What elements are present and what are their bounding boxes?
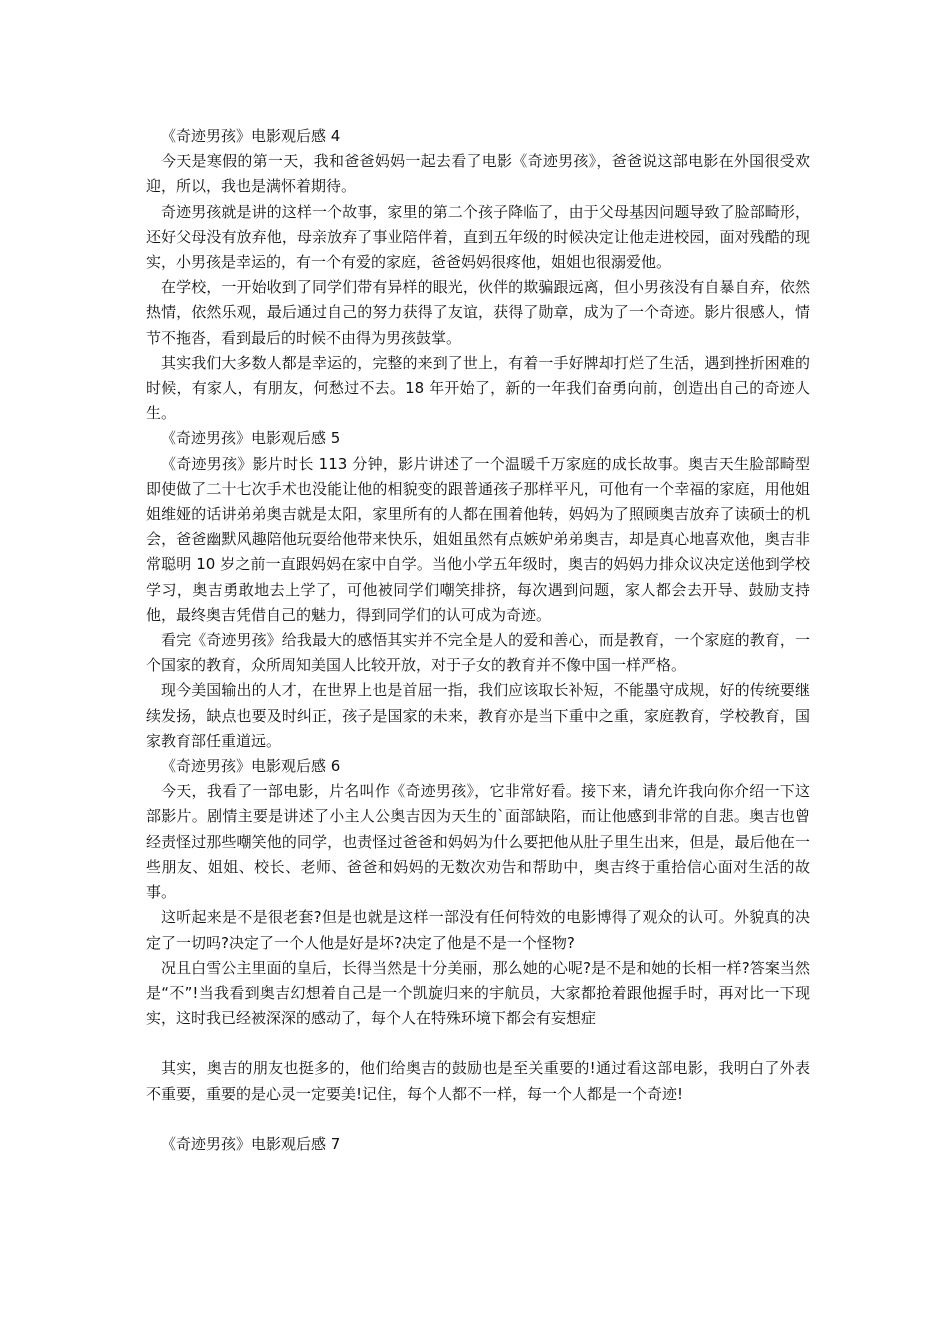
paragraph-spacer [146, 1031, 810, 1056]
paragraph: 在学校，一开始收到了同学们带有异样的眼光，伙伴的欺骗跟远离，但小男孩没有自暴自弃，依然热情，依然乐观，最后通过自己的努力获得了友谊，获得了勋章，成为了一个奇迹。影片很感人，情节不拖沓，看到最后的时候不由得为男孩鼓掌。 [146, 278, 810, 347]
paragraph-spacer [146, 1107, 810, 1132]
paragraph: 奇迹男孩就是讲的这样一个故事，家里的第二个孩子降临了，由于父母基因问题导致了脸部畸形，还好父母没有放弃他，母亲放弃了事业陪伴着，直到五年级的时候决定让他走进校园，面对残酷的现实，小男孩是幸运的，有一个有爱的家庭，爸爸妈妈很疼他，姐姐也很溺爱他。 [146, 202, 810, 272]
paragraph: 其实我们大多数人都是幸运的，完整的来到了世上，有着一手好牌却打烂了生活，遇到挫折困难的时候，有家人，有朋友，何愁过不去。18 年开始了，新的一年我们奋勇向前，创造出自己的奇迹人生。 [146, 353, 810, 423]
paragraph: 看完《奇迹男孩》给我最大的感悟其实并不完全是人的爱和善心，而是教育，一个家庭的教育，一个国家的教育，众所周知美国人比较开放，对于子女的教育并不像中国一样严格。 [146, 631, 810, 675]
section-heading: 《奇迹男孩》电影观后感 5 [161, 429, 341, 448]
paragraph: 现今美国输出的人才，在世界上也是首屈一指，我们应该取长补短，不能墨守成规，好的传统要继续发扬，缺点也要及时纠正，孩子是国家的未来，教育亦是当下重中之重，家庭教育，学校教育，国家教育部任重道远。 [146, 681, 810, 750]
paragraph: 这听起来是不是很老套?但是也就是这样一部没有任何特效的电影博得了观众的认可。外貌真的决定了一切吗?决定了一个人他是好是坏?决定了他是不是一个怪物? [146, 908, 810, 952]
section-heading: 《奇迹男孩》电影观后感 7 [161, 1134, 341, 1153]
paragraph: 况且白雪公主里面的皇后，长得当然是十分美丽，那么她的心呢?是不是和她的长相一样?答案当然是“不”!当我看到奥吉幻想着自己是一个凯旋归来的宇航员，大家都抢着跟他握手时，再对比一下现实，这时我已经被深深的感动了，每个人在特殊环境下都会有妄想症 [146, 958, 810, 1028]
section-heading: 《奇迹男孩》电影观后感 4 [161, 127, 341, 145]
section-heading: 《奇迹男孩》电影观后感 6 [161, 757, 341, 776]
document-body [146, 124, 810, 1157]
paragraph: 今天，我看了一部电影，片名叫作《奇迹男孩》，它非常好看。接下来，请允许我向你介绍一下这部影片。剧情主要是讲述了小主人公奥吉因为天生的`面部缺陷，而让他感到非常的自悲。奥吉也曾经责怪过那些嘲笑他的同学，也责怪过爸爸和妈妈为什么要把他从肚子里生出来，但是，最后他在一些朋友、姐姐、校长、老师、爸爸和妈妈的无数次劝告和帮助中，奥吉终于重拾信心面对生活的故事。 [146, 782, 810, 902]
paragraph: 其实，奥吉的朋友也挺多的，他们给奥吉的鼓励也是至关重要的!通过看这部电影，我明白了外表不重要，重要的是心灵一定要美!记住，每个人都不一样，每一个人都是一个奇迹! [146, 1059, 810, 1103]
paragraph: 今天是寒假的第一天，我和爸爸妈妈一起去看了电影《奇迹男孩》，爸爸说这部电影在外国很受欢迎，所以，我也是满怀着期待。 [146, 152, 810, 196]
paragraph: 《奇迹男孩》影片时长 113 分钟，影片讲述了一个温暖千万家庭的成长故事。奥吉天生脸部畸型即使做了二十七次手术也没能让他的相貌变的跟普通孩子那样平凡，可他有一个幸福的家庭，用他姐姐维娅的话讲弟弟奥吉就是太阳，家里所有的人都在围着他转，妈妈为了照顾奥吉放弃了读硕士的机会，爸爸幽默风趣陪他玩耍给他带来快乐，姐姐虽然有点嫉妒弟弟奥吉，却是真心地喜欢他，奥吉非常聪明 10 岁之前一直跟妈妈在家中自学。当他小学五年级时，奥吉的妈妈力排众议决定送他到学校学习，奥吉勇敢地去上学了，可他被同学们嘲笑排挤，每次遇到问题，家人都会去开导、鼓励支持他，最终奥吉凭借自己的魅力，得到同学们的认可成为奇迹。 [146, 454, 810, 624]
